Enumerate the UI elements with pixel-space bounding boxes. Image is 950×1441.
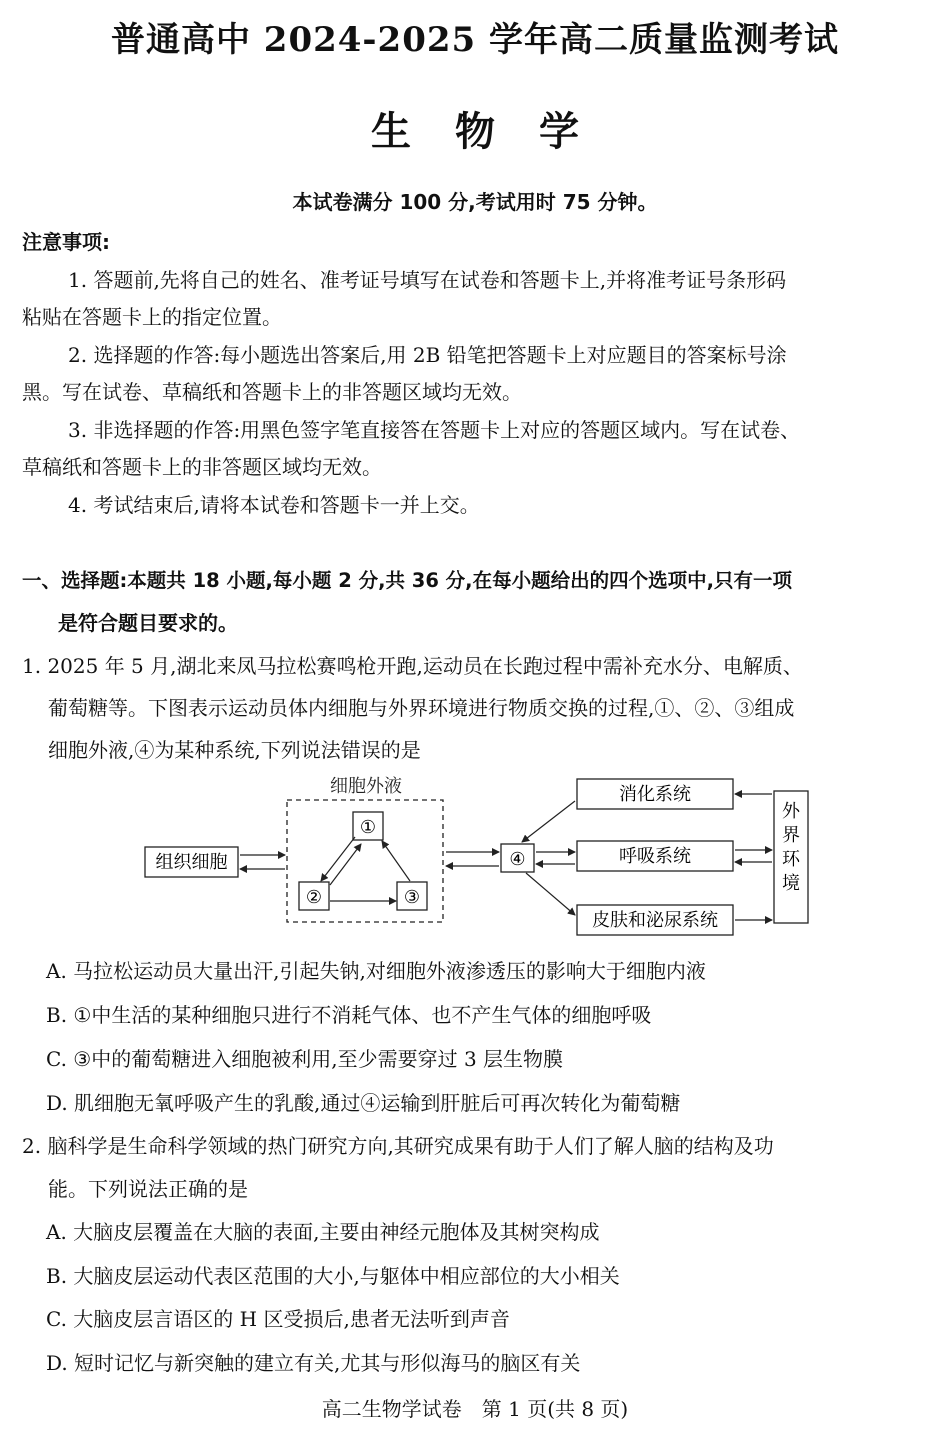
tissue-cells-label: 组织细胞: [155, 852, 228, 873]
note-line: 4. 考试结束后,请将本试卷和答题卡一并上交。: [68, 493, 480, 517]
respiratory-system-label: 呼吸系统: [619, 846, 691, 867]
note-line: 3. 非选择题的作答:用黑色签字笔直接答在答题卡上对应的答题区域内。写在试卷、: [68, 418, 801, 442]
question-1-option: A. 马拉松运动员大量出汗,引起失钠,对细胞外液渗透压的影响大于细胞内液: [46, 959, 706, 983]
question-1-stem: 细胞外液,④为某种系统,下列说法错误的是: [48, 738, 421, 762]
arrow-digestive-to-4: [522, 801, 575, 842]
digestive-system-label: 消化系统: [619, 784, 691, 805]
exam-title: 普通高中 2024-2025 学年高二质量监测考试: [110, 20, 840, 60]
page-footer: 高二生物学试卷 第 1 页(共 8 页): [321, 1397, 629, 1421]
question-1-option: B. ①中生活的某种细胞只进行不消耗气体、也不产生气体的细胞呼吸: [46, 1003, 652, 1027]
question-2-option: A. 大脑皮层覆盖在大脑的表面,主要由神经元胞体及其树突构成: [46, 1220, 600, 1244]
skin-urinary-system-label: 皮肤和泌尿系统: [592, 910, 718, 931]
extracellular-fluid-label: 细胞外液: [330, 776, 402, 797]
question-2-stem: 能。下列说法正确的是: [48, 1177, 248, 1201]
question-2-stem: 2. 脑科学是生命科学领域的热门研究方向,其研究成果有助于人们了解人脑的结构及功: [22, 1134, 774, 1158]
question-1-option: D. 肌细胞无氧呼吸产生的乳酸,通过④运输到肝脏后可再次转化为葡萄糖: [46, 1091, 681, 1115]
external-environment-char: 境: [782, 873, 800, 894]
question-1-stem: 1. 2025 年 5 月,湖北来凤马拉松赛鸣枪开跑,运动员在长跑过程中需补充水分、电解质、: [22, 654, 803, 678]
external-environment-char: 环: [782, 849, 800, 870]
exam-info: 本试卷满分 100 分,考试用时 75 分钟。: [292, 190, 658, 214]
subject-title: 生物学: [371, 108, 623, 155]
section-heading: 一、选择题:本题共 18 小题,每小题 2 分,共 36 分,在每小题给出的四个选项中,只有一项: [22, 569, 793, 592]
section-heading: 是符合题目要求的。: [58, 611, 238, 635]
note-line: 粘贴在答题卡上的指定位置。: [22, 305, 282, 329]
question-2-option: B. 大脑皮层运动代表区范围的大小,与躯体中相应部位的大小相关: [46, 1264, 620, 1288]
question-2-option: D. 短时记忆与新突触的建立有关,尤其与形似海马的脑区有关: [46, 1351, 581, 1375]
note-line: 1. 答题前,先将自己的姓名、准考证号填写在试卷和答题卡上,并将准考证号条形码: [68, 268, 787, 292]
note-line: 草稿纸和答题卡上的非答题区域均无效。: [22, 455, 382, 479]
question-1-stem: 葡萄糖等。下图表示运动员体内细胞与外界环境进行物质交换的过程,①、②、③组成: [48, 696, 795, 720]
node-2-label: ②: [305, 887, 323, 908]
question-1-option: C. ③中的葡萄糖进入细胞被利用,至少需要穿过 3 层生物膜: [46, 1047, 564, 1071]
arrow-4-to-skin: [526, 873, 575, 915]
notes-heading: 注意事项:: [22, 230, 110, 254]
external-environment-char: 外: [782, 801, 800, 822]
note-line: 黑。写在试卷、草稿纸和答题卡上的非答题区域均无效。: [22, 380, 522, 404]
question-2-option: C. 大脑皮层言语区的 H 区受损后,患者无法听到声音: [46, 1307, 510, 1331]
arrow-3-to-1: [382, 841, 410, 881]
node-4-label: ④: [509, 849, 526, 870]
external-environment-char: 界: [782, 825, 800, 846]
body-fluid-exchange-diagram: [0, 765, 950, 945]
node-3-label: ③: [403, 887, 421, 908]
note-line: 2. 选择题的作答:每小题选出答案后,用 2B 铅笔把答题卡上对应题目的答案标号涂: [68, 343, 787, 367]
node-1-label: ①: [359, 817, 377, 838]
